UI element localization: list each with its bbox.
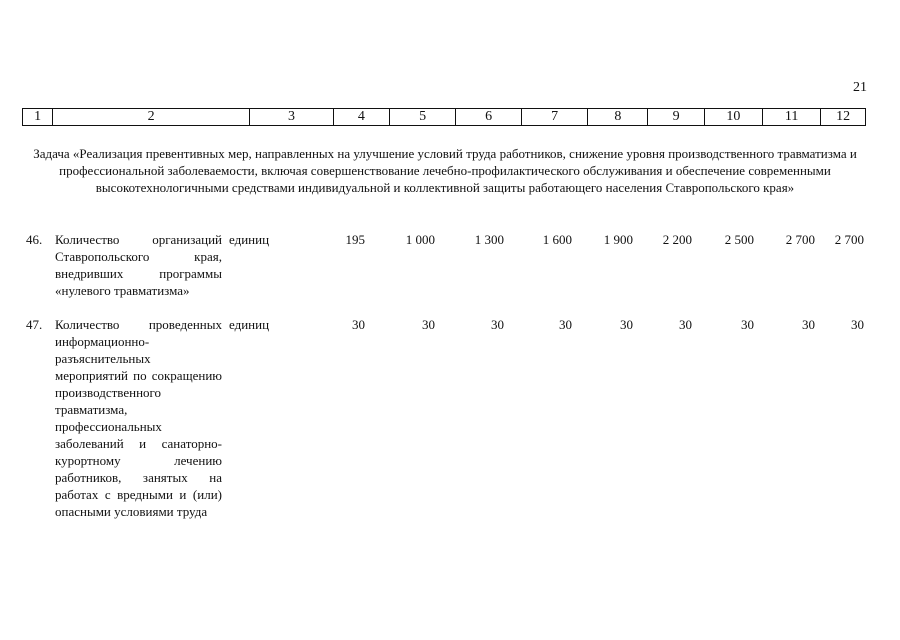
value-col-5: 30 xyxy=(422,317,435,332)
value-col-10: 2 500 xyxy=(724,232,754,247)
header-cell-3: 3 xyxy=(249,109,333,125)
indicator-name: Количество организаций Ставропольского края, внедривших программы «нулевого травматизма» xyxy=(55,232,222,298)
value-col-11: 2 700 xyxy=(785,232,815,247)
header-cell-5: 5 xyxy=(389,109,455,125)
value-col-8: 1 900 xyxy=(603,232,633,247)
value-col-9: 30 xyxy=(679,317,692,332)
column-number-header xyxy=(22,108,866,126)
value-col-12: 2 700 xyxy=(834,232,864,247)
indicator-name: Количество проведенных информационно-разъяснительных мероприятий по сокращению производственного травматизма, профессиональных заболеваний и санаторно-курортному лечению работников, занятых на работах с вредными и (или) опасными условиями труда xyxy=(55,317,222,519)
unit-of-measure: единиц xyxy=(229,317,270,332)
header-cell-2: 2 xyxy=(52,109,249,125)
value-col-6: 1 300 xyxy=(474,232,504,247)
task-heading: Задача «Реализация превентивных мер, направленных на улучшение условий труда работников, снижение уровня производственного травматизма и профессиональной заболеваемости, включая совершенствование лечебно-профилактического обслуживания и обеспечение современными высокотехнологичными средствами индивидуальной и коллективной защиты работающего населения Ставропольского края» xyxy=(33,146,857,195)
unit-of-measure: единиц xyxy=(229,232,270,247)
header-cell-7: 7 xyxy=(521,109,587,125)
value-col-7: 30 xyxy=(559,317,572,332)
header-cell-10: 10 xyxy=(704,109,762,125)
header-cell-11: 11 xyxy=(762,109,820,125)
header-cell-8: 8 xyxy=(587,109,647,125)
header-cell-9: 9 xyxy=(647,109,703,125)
page-number: 21 xyxy=(853,80,867,95)
value-col-4: 195 xyxy=(345,232,365,247)
row-number: 47. xyxy=(26,317,43,332)
header-cell-4: 4 xyxy=(333,109,389,125)
value-col-11: 30 xyxy=(802,317,815,332)
row-number: 46. xyxy=(26,232,43,247)
value-col-7: 1 600 xyxy=(542,232,572,247)
value-col-4: 30 xyxy=(352,317,365,332)
value-col-6: 30 xyxy=(491,317,504,332)
header-cell-12: 12 xyxy=(820,109,865,125)
header-cell-1: 1 xyxy=(34,109,42,124)
value-col-12: 30 xyxy=(851,317,864,332)
value-col-5: 1 000 xyxy=(405,232,435,247)
header-cell-6: 6 xyxy=(455,109,521,125)
value-col-10: 30 xyxy=(741,317,754,332)
value-col-9: 2 200 xyxy=(662,232,692,247)
value-col-8: 30 xyxy=(620,317,633,332)
